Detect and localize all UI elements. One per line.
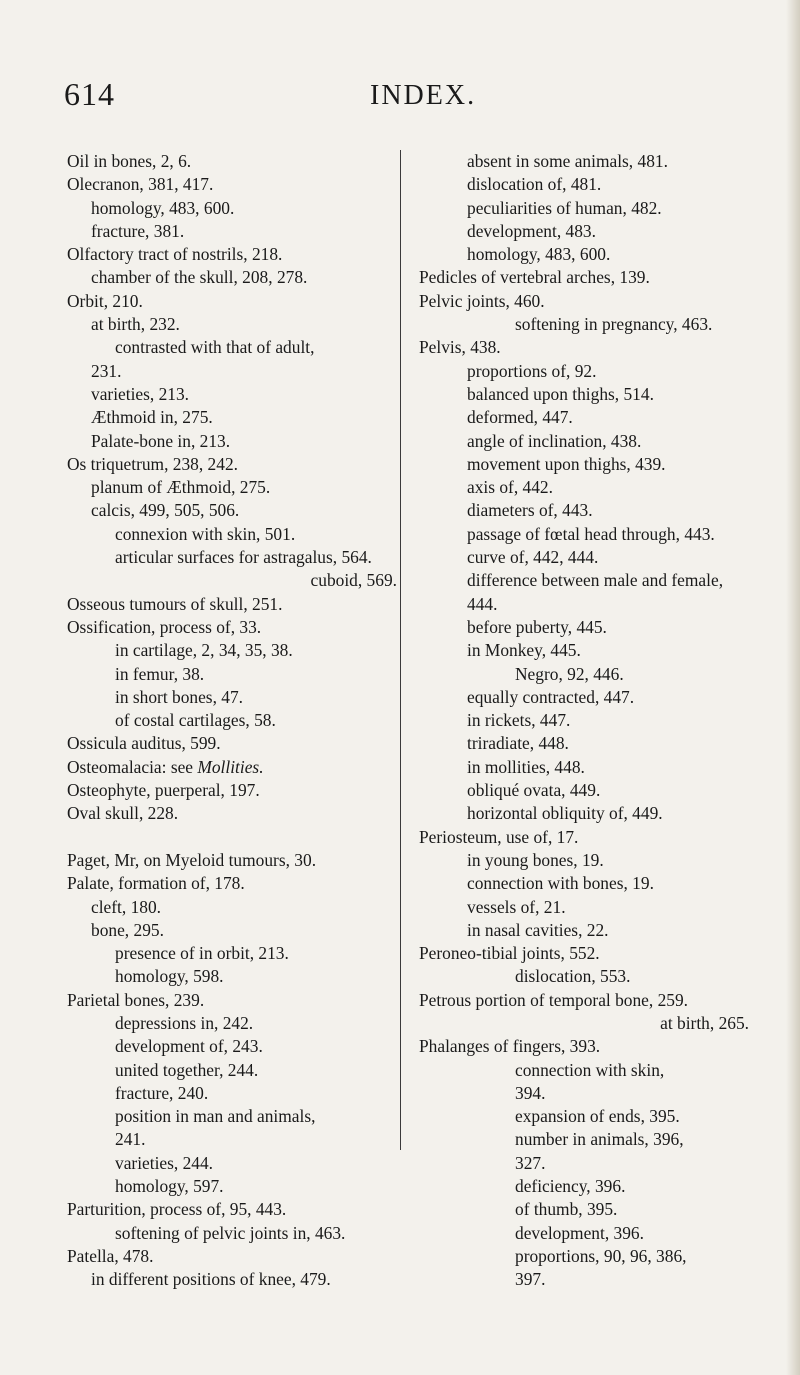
index-entry: Patella, 478. bbox=[67, 1245, 154, 1266]
index-entry: deformed, 447. bbox=[467, 407, 573, 428]
index-entry: connexion with skin, 501. bbox=[115, 523, 296, 544]
index-entry: position in man and animals, bbox=[115, 1106, 316, 1127]
index-entry: homology, 483, 600. bbox=[467, 244, 611, 265]
index-entry: planum of Æthmoid, 275. bbox=[91, 477, 271, 498]
index-entry: vessels of, 21. bbox=[467, 896, 566, 917]
index-entry: contrasted with that of adult, bbox=[115, 337, 315, 358]
index-entry: balanced upon thighs, 514. bbox=[467, 383, 654, 404]
index-entry: angle of inclination, 438. bbox=[467, 430, 642, 451]
index-entry: in cartilage, 2, 34, 35, 38. bbox=[115, 640, 293, 661]
index-entry: cuboid, 569. bbox=[310, 570, 397, 591]
index-entry: Osteomalacia: see Mollities. bbox=[67, 756, 264, 777]
index-entry: of costal cartilages, 58. bbox=[115, 710, 276, 731]
index-entry: Parietal bones, 239. bbox=[67, 989, 205, 1010]
index-entry: presence of in orbit, 213. bbox=[115, 943, 289, 964]
index-entry: 397. bbox=[515, 1269, 546, 1290]
index-entry: united together, 244. bbox=[115, 1059, 259, 1080]
index-entry: dislocation of, 481. bbox=[467, 174, 602, 195]
index-entry: 231. bbox=[91, 360, 122, 381]
index-entry: in nasal cavities, 22. bbox=[467, 919, 609, 940]
index-entry: Negro, 92, 446. bbox=[515, 663, 624, 684]
index-entry: difference between male and female, bbox=[467, 570, 724, 591]
page-number: 614 bbox=[64, 76, 115, 112]
index-entry: development of, 243. bbox=[115, 1036, 263, 1057]
index-entry: in mollities, 448. bbox=[467, 756, 585, 777]
index-entry: Palate-bone in, 213. bbox=[91, 430, 231, 451]
index-entry: obliqué ovata, 449. bbox=[467, 780, 601, 801]
index-entry: fracture, 381. bbox=[91, 220, 185, 241]
index-entry: Pedicles of vertebral arches, 139. bbox=[419, 267, 650, 288]
index-entry: at birth, 265. bbox=[660, 1012, 749, 1033]
index-entry: Osteophyte, puerperal, 197. bbox=[67, 780, 260, 801]
index-entry: 327. bbox=[515, 1152, 546, 1173]
index-entry: Oil in bones, 2, 6. bbox=[67, 151, 192, 171]
index-entry: development, 396. bbox=[515, 1222, 644, 1243]
index-entry: Orbit, 210. bbox=[67, 290, 143, 311]
index-entry: Palate, formation of, 178. bbox=[67, 873, 245, 894]
index-entry: Petrous portion of temporal bone, 259. bbox=[419, 989, 689, 1010]
index-entry: chamber of the skull, 208, 278. bbox=[91, 267, 308, 288]
index-entry: curve of, 442, 444. bbox=[467, 547, 599, 568]
page-title: INDEX. bbox=[370, 80, 477, 111]
index-entry: connection with bones, 19. bbox=[467, 873, 654, 894]
index-entry: 444. bbox=[467, 593, 498, 614]
index-entry: equally contracted, 447. bbox=[467, 686, 635, 707]
index-entry: fracture, 240. bbox=[115, 1082, 209, 1103]
index-entry: Phalanges of fingers, 393. bbox=[419, 1036, 601, 1057]
index-entry: homology, 597. bbox=[115, 1176, 224, 1197]
index-entry: in rickets, 447. bbox=[467, 710, 571, 731]
index-entry: Oval skull, 228. bbox=[67, 803, 179, 824]
index-entry: development, 483. bbox=[467, 220, 596, 241]
index-entry: 241. bbox=[115, 1129, 146, 1150]
index-entry: varieties, 213. bbox=[91, 383, 190, 404]
index-entry: in femur, 38. bbox=[115, 663, 205, 684]
index-entry: proportions, 90, 96, 386, bbox=[515, 1245, 687, 1266]
index-entry: depressions in, 242. bbox=[115, 1012, 254, 1033]
index-entry: 394. bbox=[515, 1082, 546, 1103]
index-entry: softening of pelvic joints in, 463. bbox=[115, 1222, 346, 1243]
index-entry: Pelvic joints, 460. bbox=[419, 290, 545, 311]
index-entry: articular surfaces for astragalus, 564. bbox=[115, 547, 372, 568]
index-entry: at birth, 232. bbox=[91, 314, 180, 335]
index-entry: Peroneo-tibial joints, 552. bbox=[419, 943, 600, 964]
index-entry: axis of, 442. bbox=[467, 477, 553, 498]
index-entry: varieties, 244. bbox=[115, 1152, 214, 1173]
index-entry: deficiency, 396. bbox=[515, 1176, 626, 1197]
index-entry: Pelvis, 438. bbox=[419, 337, 501, 358]
index-entry: Periosteum, use of, 17. bbox=[419, 826, 579, 847]
index-entry: cleft, 180. bbox=[91, 896, 162, 917]
index-entry: Paget, Mr, on Myeloid tumours, 30. bbox=[67, 849, 317, 870]
index-column-right bbox=[419, 150, 749, 1292]
column-divider bbox=[400, 150, 401, 1150]
index-entry: homology, 483, 600. bbox=[91, 197, 235, 218]
index-entry: calcis, 499, 505, 506. bbox=[91, 500, 240, 521]
index-entry: Æthmoid in, 275. bbox=[91, 407, 213, 428]
index-entry: horizontal obliquity of, 449. bbox=[467, 803, 663, 824]
index-entry: before puberty, 445. bbox=[467, 616, 607, 637]
index-entry: Olecranon, 381, 417. bbox=[67, 174, 214, 195]
index-entry: Ossicula auditus, 599. bbox=[67, 733, 221, 754]
index-entry: in young bones, 19. bbox=[467, 849, 604, 870]
index-entry: in different positions of knee, 479. bbox=[91, 1269, 331, 1290]
index-entry: softening in pregnancy, 463. bbox=[515, 314, 713, 335]
index-entry: bone, 295. bbox=[91, 919, 164, 940]
index-entry: expansion of ends, 395. bbox=[515, 1106, 680, 1127]
index-entry: in short bones, 47. bbox=[115, 686, 244, 707]
index-entry: triradiate, 448. bbox=[467, 733, 569, 754]
index-entry: diameters of, 443. bbox=[467, 500, 593, 521]
index-entry: in Monkey, 445. bbox=[467, 640, 581, 661]
page-edge bbox=[786, 0, 800, 1375]
index-entry: connection with skin, bbox=[515, 1059, 665, 1080]
index-entry: passage of fœtal head through, 443. bbox=[467, 523, 715, 544]
index-entry: homology, 598. bbox=[115, 966, 224, 987]
index-entry: Osseous tumours of skull, 251. bbox=[67, 593, 283, 614]
index-column-left bbox=[67, 150, 397, 1292]
index-entry: absent in some animals, 481. bbox=[467, 151, 668, 171]
index-spacer bbox=[67, 826, 397, 849]
index-entry: Parturition, process of, 95, 443. bbox=[67, 1199, 287, 1220]
index-entry: Ossification, process of, 33. bbox=[67, 616, 262, 637]
index-entry: Os triquetrum, 238, 242. bbox=[67, 453, 238, 474]
index-entry: movement upon thighs, 439. bbox=[467, 453, 666, 474]
index-entry: peculiarities of human, 482. bbox=[467, 197, 662, 218]
index-entry: number in animals, 396, bbox=[515, 1129, 684, 1150]
index-entry: of thumb, 395. bbox=[515, 1199, 618, 1220]
index-entry: proportions of, 92. bbox=[467, 360, 597, 381]
index-entry: Olfactory tract of nostrils, 218. bbox=[67, 244, 283, 265]
index-entry: dislocation, 553. bbox=[515, 966, 631, 987]
cross-reference: Mollities. bbox=[197, 756, 264, 777]
